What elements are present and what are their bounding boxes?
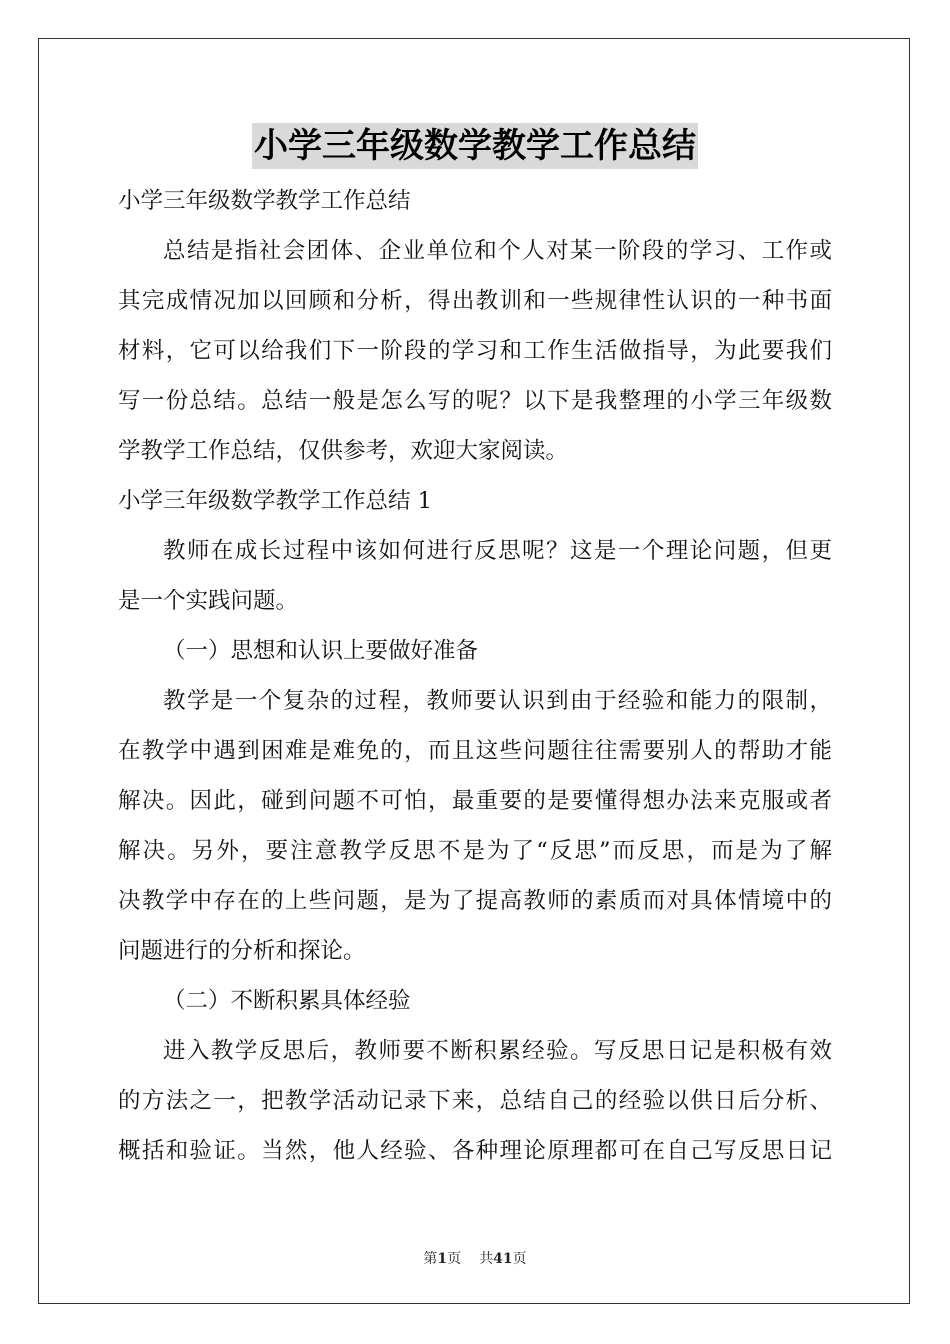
document-body bbox=[118, 176, 832, 1176]
paragraph-line: 教学是一个复杂的过程，教师要认识到由于经验和能力的限制， bbox=[163, 688, 832, 714]
section-heading: 小学三年级数学教学工作总结 1 bbox=[118, 488, 432, 514]
paragraph-line: 学教学工作总结，仅供参考，欢迎大家阅读。 bbox=[118, 438, 569, 464]
paragraph-line: 进入教学反思后，教师要不断积累经验。写反思日记是积极有效 bbox=[163, 1038, 832, 1064]
paragraph-line: 材料，它可以给我们下一阶段的学习和工作生活做指导，为此要我们 bbox=[118, 338, 832, 364]
paragraph-line: 解决。另外，要注意教学反思不是为了“反思”而反思，而是为了解 bbox=[118, 838, 832, 864]
paragraph-line: 决教学中存在的上些问题，是为了提高教师的素质而对具体情境中的 bbox=[118, 888, 832, 914]
title-wrap bbox=[0, 123, 950, 169]
page-number: 1 bbox=[437, 1251, 448, 1267]
paragraph-line: 是一个实践问题。 bbox=[118, 588, 299, 614]
total-pages: 41 bbox=[493, 1251, 513, 1267]
paragraph-line: 概括和验证。当然，他人经验、各种理论原理都可在自己写反思日记 bbox=[118, 1138, 832, 1164]
paragraph-line: 的方法之一，把教学活动记录下来，总结自己的经验以供日后分析、 bbox=[118, 1088, 832, 1114]
paragraph-line: 在教学中遇到困难是难免的，而且这些问题往往需要别人的帮助才能 bbox=[118, 738, 832, 764]
paragraph-line: 其完成情况加以回顾和分析，得出教训和一些规律性认识的一种书面 bbox=[118, 288, 832, 314]
paragraph-line: 教师在成长过程中该如何进行反思呢？这是一个理论问题，但更 bbox=[163, 538, 832, 564]
total-prefix: 共 bbox=[479, 1251, 494, 1267]
subsection-heading: （二）不断积累具体经验 bbox=[163, 988, 411, 1014]
total-suffix: 页 bbox=[512, 1251, 527, 1267]
page-prefix: 第 bbox=[423, 1251, 438, 1267]
paragraph-line: 总结是指社会团体、企业单位和个人对某一阶段的学习、工作或 bbox=[163, 238, 832, 264]
intro-heading: 小学三年级数学教学工作总结 bbox=[118, 188, 411, 214]
paragraph-line: 问题进行的分析和探论。 bbox=[118, 938, 366, 964]
paragraph-line: 写一份总结。总结一般是怎么写的呢？以下是我整理的小学三年级数 bbox=[118, 388, 832, 414]
paragraph-line: 解决。因此，碰到问题不可怕，最重要的是要懂得想办法来克服或者 bbox=[118, 788, 832, 814]
document-title: 小学三年级数学教学工作总结 bbox=[252, 123, 698, 169]
page-footer bbox=[0, 1248, 950, 1268]
subsection-heading: （一）思想和认识上要做好准备 bbox=[163, 638, 479, 664]
page-suffix: 页 bbox=[447, 1251, 462, 1267]
